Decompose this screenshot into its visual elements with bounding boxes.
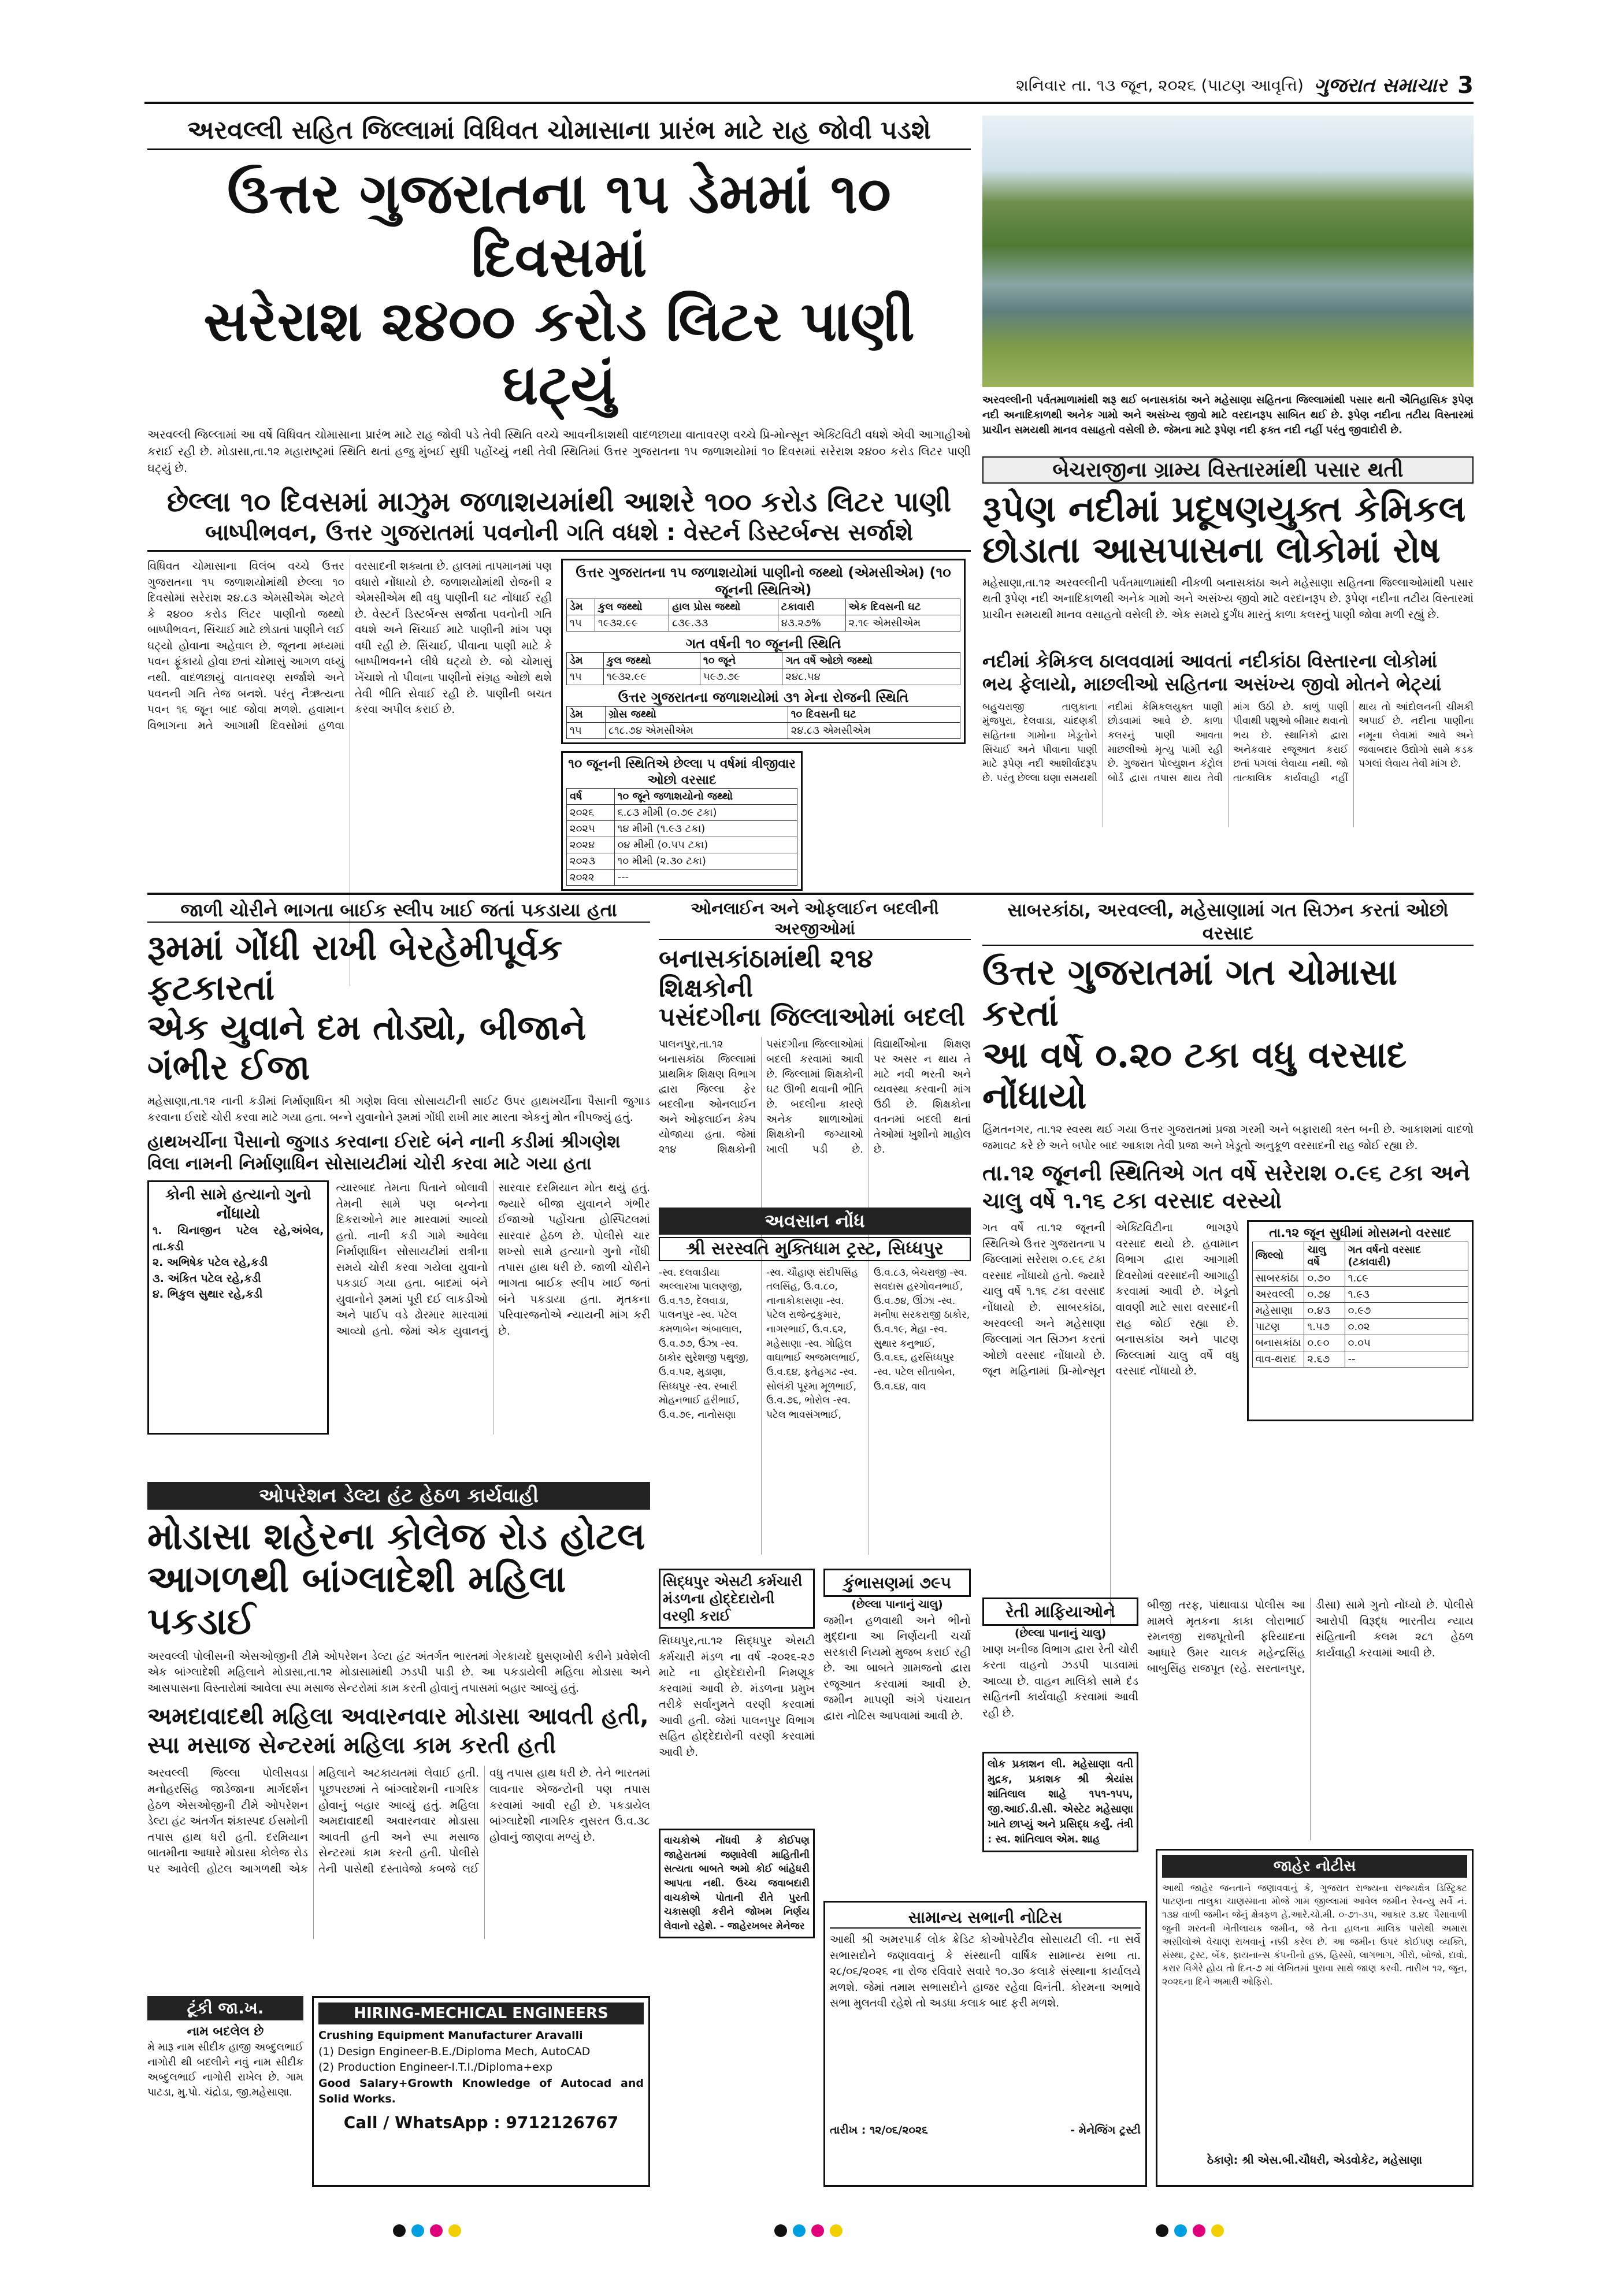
lead-headline-2: સરેરાશ ૨૪૦૦ કરોડ લિટર પાણી ઘટ્યું: [203, 288, 915, 418]
imprint: લોક પ્રકાશન લી. મહેસાણા વતી મુદ્રક, પ્રકાશક શ્રી શ્રેયાંસ શાંતિલાલ શાહે ૧૫૧-૧૫૫, જી.આઈ.ડી.સી. એસ્ટેટ મહેસાણા ખાતે છાપ્યું અને પ્રસિદ્ધ કર્યું. તંત્રી : સ્વ. શાંતિલાલ એમ. શાહ: [982, 1752, 1138, 1853]
modasa-body: અરવલ્લી જિલ્લા પોલીસવડા મનોહરસિંહ જાડેજાના માર્ગદર્શન હેઠળ એસઓજીની ટીમે ઓપરેશન ડેલ્ટા હંટ અંતર્ગત શંકાસ્પદ ઈસમોની તપાસ હાથ ધરી હતી. દરમિયાન બાતમીના આધારે મોડાસા કોલેજ રોડ પર આવેલી હોટલ આગળથી એક મહિલાને અટકાયતમાં લેવાઈ હતી. પૂછપરછમાં તે બાંગ્લાદેશની નાગરિક હોવાનું બહાર આવ્યું હતું. મહિલા અમદાવાદથી અવારનવાર મોડાસા આવતી હતી અને સ્પા મસાજ સેન્ટરમાં કામ કરતી હતી. પોલીસે તેની પાસેથી દસ્તાવેજો કબજે લઈ વધુ તપાસ હાથ ધરી છે. તેને ભારતમાં લાવનાર એજન્ટોની પણ તપાસ કરવામાં આવી રહી છે. પકડાયેલ બાંગ્લાદેશી નાગરિક નુસરત ઉ.વ.૩૮ હોવાનું જાણવા મળ્યું છે.: [147, 1767, 650, 1875]
river-photo-caption: અરવલ્લીની પર્વતમાળામાંથી શરૂ થઈ બનાસકાંઠા અને મહેસાણા સહિતના જિલ્લામાંથી પસાર થતી ઐતિહાસિક રૂપેણ નદી અનાદિકાળથી અનેક ગામો અને અસંખ્ય જીવો માટે વરદાનરૂપ સાબિત થઈ છે. રૂપેણ નદીના તટીય વિસ્તારમાં પ્રાચીન સમયથી માનવ વસાહતો વસેલી છે. જેમના માટે રૂપેણ નદી ફક્ત નદી નહીં પરંતુ જીવાદોરી છે.: [982, 394, 1474, 437]
table-cell: ૮૩૯.૩૩: [669, 615, 778, 631]
table-cell: ૨.૧૯ એમસીએમ: [845, 615, 960, 631]
rain-history-col-header: વર્ષ: [567, 789, 615, 805]
registration-dot: [830, 2224, 843, 2237]
dams-table-title-2: ગત વર્ષની ૧૦ જૂનની સ્થિતિ: [685, 636, 841, 652]
rain-col-header: ચાલુ વર્ષે: [1304, 1242, 1345, 1270]
dams-col-header: એક દિવસની ઘટ: [845, 599, 960, 615]
registration-dot: [393, 2224, 406, 2237]
dams-table-box: [561, 559, 966, 744]
dams-table-3: [566, 706, 960, 739]
sidhpur-body: સિધ્ધપુર,તા.૧૨ સિદ્ધપુર એસટી કર્મચારી મંડળ ના વર્ષ -૨૦૨૬-૨૭ માટે ના હોદ્દેદારોની નિમણૂક કરવામાં આવી છે. મંડળના પ્રમુખ તરીકે સર્વાનુમતે વરણી કરવામાં આવી હતી. જેમાં પાલનપુર વિભાગ સહિત હોદ્દેદારોની વરણી કરવામાં આવી છે.: [659, 1634, 815, 1759]
registration-dot: [1156, 2224, 1168, 2237]
short-news: [147, 1996, 303, 2187]
rain-col-header: જિલ્લો: [1252, 1242, 1304, 1270]
table-cell: ---: [614, 870, 797, 886]
dams-col-header: ડેમ: [567, 707, 606, 723]
registration-dot: [1211, 2224, 1224, 2237]
issue-date: શનિવાર તા. ૧૩ જૂન, ૨૦૨૬ (પાટણ આવૃત્તિ): [1016, 76, 1304, 95]
table-cell: ૦.૦૨: [1345, 1318, 1468, 1335]
murder-body: ત્યારબાદ તેમના પિતાને બોલાવી તેમની સામે પણ બન્નેના દિકરાઓને માર મારવામાં આવ્યો હતો. નાની કડી ગામે આવેલા નિર્માણાધિન સોસાયટીમાં રાત્રીના સમયે ચોરી કરવા ગયેલા યુવાનો પકડાઈ ગયા હતા. બાદમાં બંને યુવાનોને રૂમમાં પૂરી દઈ લાકડીઓ અને પાઈપ વડે ઢોરમાર મારવામાં આવ્યો હતો. જેમાં એક યુવાનનું સારવાર દરમિયાન મોત થયું હતું. જ્યારે બીજા યુવાનને ગંભીર ઈજાઓ પહોંચતા હોસ્પિટલમાં સારવાર હેઠળ છે. પોલીસે ચાર શખ્સો સામે હત્યાનો ગુનો નોંધી તપાસ હાથ ધરી છે. જાળી ચોરીને ભાગતા બાઈક સ્લીપ ખાઈ જતાં બંને પકડાયા હતા. મૃતકના પરિવારજનોએ ન્યાયની માંગ કરી છે.: [336, 1182, 650, 1338]
dams-col-header: ટકાવારી: [778, 599, 845, 615]
rain-headline-2: આ વર્ષે ૦.૨૦ ટકા વધુ વરસાદ નોંધાયો: [982, 1033, 1407, 1117]
rain-intro: હિંમતનગર, તા.૧૨ સ્વસ્થ થઈ ગયા ઉત્તર ગુજરાતમાં પ્રજા ગરમી અને બફારાથી ત્રસ્ત બની છે. આકાશમાં વાદળો જમાવટ કરે છે અને બપોર બાદ આકાશ તેવી પ્રજા અને ખેડૂતો અનુકૂળ વરસાદની રાહ જોઈ રહ્યા છે.: [982, 1123, 1474, 1152]
murder-headline-1: રૂમમાં ગોંધી રાખી બેરહેમીપૂર્વક ફટકારતાં: [147, 928, 563, 1008]
registration-marks-center: [774, 2224, 843, 2237]
rain-kicker: સાબરકાંઠા, અરવલ્લી, મહેસાણામાં ગત સિઝન કરતાં ઓછો વરસાદ: [982, 898, 1474, 946]
modasa-kicker: ઓપરેશન ડેલ્ટા હંટ હેઠળ કાર્યવાહી: [147, 1482, 650, 1510]
table-cell: ૧.૯૩: [1345, 1286, 1468, 1302]
hiring-line: Good Salary+Growth Knowledge of Autocad and Solid Works.: [318, 2076, 644, 2106]
public-notice-body: આથી જાહેર જનતાને જણાવવાનું કે, ગુજરાત રાજ્યના રાજ્યક્ષેત્ર ડિસ્ટ્રિક્ટ પાટણના તાલુકા ચાણસ્માના મોજે ગામ જીલ્લામાં આવેલ જમીન રેવન્યુ સર્વે નં. ૧૩૪ વાળી જમીન જેનું ક્ષેત્રફળ હે.આરે.ચો.મી. ૦-૭૧-૩૫, આકાર ૩.૪૯ પૈસાવાળી જુની શરતની ખેતીલાયક જમીન, જે તેના હાલના માલિક પાસેથી અમારા અસીલોએ વેચાણ રાખવાનું નક્કી કરેલ છે. આ જમીન ઉપર કોઈપણ વ્યક્તિ, સંસ્થા, ટ્રસ્ટ, બેંક, ફાયનાન્સ કંપનીનો હક્ક, હિસ્સો, લાગભાગ, ગીરો, બોજો, દાવો, કરાર વિગેરે હોય તો દિન-૭ માં લેખિતમાં પુરાવા સાથે જાણ કરવી. તારીખ ૧૨, જૂન, ૨૦૨૬ના દિને અમારી ઓફિસે.: [1162, 1882, 1467, 1987]
table-cell: ૦.૦૫: [1345, 1335, 1468, 1351]
rain-story: [982, 898, 1474, 1592]
rupen-headline-2: છોડાતા આસપાસના લોકોમાં રોષ: [982, 529, 1441, 571]
dams-col-header: હાલ પ્રોસ જથ્થો: [669, 599, 778, 615]
rain-subhead: તા.૧૨ જૂનની સ્થિતિએ ગત વર્ષે સરેરાશ ૦.૯૬ ટકા અને ચાલુ વર્ષે ૧.૧૬ ટકા વરસાદ વરસ્યો: [982, 1160, 1470, 1213]
kumbhasan-headline: કુંભાસણમાં ૭૯૫: [823, 1569, 971, 1597]
lead-story: [147, 116, 971, 884]
kumbhasan-subhead: (છેલ્લા પાનાનું ચાલુ): [851, 1598, 943, 1611]
table-cell: ૧૦ મીમી (૨.૩૦ ટકા): [614, 853, 797, 870]
registration-dot: [774, 2224, 787, 2237]
murder-intro: મહેસાણા,તા.૧૨ નાની કડીમાં નિર્માણાધિન શ્રી ગણેશ વિલા સોસાયટીની સાઈટ ઉપર હાથખર્ચીના પૈસાની જુગાડ કરવાના ઈરાદે ચોરી કરવા માટે ગયા હતા. બન્ને યુવાનોને રૂમમાં ગોંધી રાખી માર મારતા એકનું મોત નીપજ્યું હતું.: [147, 1095, 650, 1124]
table-cell: ૦.૭૦: [1304, 1270, 1345, 1286]
table-row: [567, 837, 797, 853]
hiring-company: Crushing Equipment Manufacturer Aravalli: [318, 2029, 583, 2042]
modasa-intro: અરવલ્લી પોલીસની એસઓજીની ટીમે ઓપરેશન ડેલ્ટા હંટ અંતર્ગત ભારતમાં ગેરકાયદે ઘુસણખોરી કરીને પ્રવેશેલી એક બાંગ્લાદેશી મહિલાને મોડાસા,તા.૧૨ મોડાસામાંથી ઝડપી પાડી છે. આ પકડાયેલી મહિલા મોડાસા અને આસપાસના વિસ્તારોમાં આવેલા સ્પા મસાજ સેન્ટરોમાં કામ કરતી હોવાનું તપાસમાં બહાર આવ્યું હતું.: [147, 1649, 650, 1695]
dams-col-header: ગત વર્ષે ઓછો જથ્થો: [782, 653, 960, 669]
table-cell: --: [1345, 1351, 1468, 1367]
murder-kicker: જાળી ચોરીને ભાગતા બાઈક સ્લીપ ખાઈ જતાં પકડાયા હતા: [147, 898, 650, 923]
hiring-ad: [312, 1996, 650, 2187]
teachers-body: પાલનપુર,તા.૧૨ બનાસકાંઠા જિલ્લામાં પ્રાથમિક શિક્ષણ વિભાગ દ્વારા જિલ્લા ફેર બદલીના ઓનલાઈન અને ઓફલાઈન કેમ્પ યોજાયા હતા. જેમાં ૨૧૪ શિક્ષકોની પસંદગીના જિલ્લાઓમાં બદલી કરવામાં આવી છે. જિલ્લામાં શિક્ષકોની ઘટ ઊભી થવાની ભીતિ છે. બદલીના કારણે અનેક શાળાઓમાં શિક્ષકોની જગ્યાઓ ખાલી પડી છે. વિદ્યાર્થીઓના શિક્ષણ પર અસર ન થાય તે માટે નવી ભરતી અને વ્યવસ્થા કરવાની માંગ ઉઠી છે. શિક્ષકોના વતનમાં બદલી થતાં તેઓમાં ખુશીનો માહોલ છે.: [659, 1038, 971, 1156]
table-cell: ૨૦૨૪: [567, 837, 615, 853]
lead-subhead-2: બાષ્પીભવન, ઉત્તર ગુજરાતમાં પવનોની ગતિ વધશે : વેસ્ટર્ન ડિસ્ટર્બન્સ સર્જાશે: [147, 519, 971, 552]
table-row: [567, 870, 797, 886]
registration-dot: [448, 2224, 461, 2237]
lead-intro: અરવલ્લી જિલ્લામાં આ વર્ષે વિધિવત ચોમાસાના પ્રારંભ માટે રાહ જોવી પડે તેવી સ્થિતિ વચ્ચે આવનીકાશથી વાદળછાયા વાતાવરણ વચ્ચે પ્રિ-મોન્સૂન એક્ટિવિટી વધશે એવી આગાહીઓ કરાઈ રહી છે. મોડાસા,તા.૧૨ મહારાષ્ટ્રમાં સ્થિતિ થતાં હજુ મુંબઈ સુધી પહોંચ્યું નથી તેવી સ્થિતિમાં ઉત્તર ગુજરાતના ૧૫ જળાશયોમાં ૧૦ દિવસમાં સરેરાશ ૨૪૦૦ કરોડ લિટર પાણી ઘટ્યું છે.: [147, 427, 971, 475]
registration-dot: [411, 2224, 424, 2237]
lead-body: વિધિવત ચોમાસાના વિલંબ વચ્ચે ઉત્તર ગુજરાતના ૧૫ જળાશયોમાંથી છેલ્લા ૧૦ દિવસોમાં સરેરાશ ૨૪.૮૩ એમસીએમ એટલે કે ૨૪૦૦ કરોડ લિટર પાણીનો જથ્થો બાષ્પીભવન, સિંચાઈ માટે છોડાતાં પાણીને લઈ ઘટ્યો હોવાના અહેવાલ છે. જૂનના મધ્યમાં પવન ફૂંકાયો હોવા છતાં ચોમાસું આગળ વધ્યું નથી. વાદળછાયું વાતાવરણ સર્જાશે અને પવનની ગતિ તેજ બનશે. પરંતુ નૈઋત્યના પવન ૧૬ જૂન બાદ જોવા મળશે. હવામાન વિભાગના મતે આગામી દિવસોમાં હળવા વરસાદની શક્યતા છે. હાલમાં તાપમાનમાં પણ વધારો નોંધાયો છે. જળાશયોમાંથી રોજની ૨ એમસીએમ થી વધુ પાણીની ઘટ નોંધાઈ રહી છે. વેસ્ટર્ન ડિસ્ટર્બન્સ સર્જાતા પવનોની ગતિ વધશે અને સિંચાઈ માટે પાણીની માંગ પણ વધી રહી છે. સિંચાઈ, પીવાના પાણી માટે કે બાષ્પીભવનને લીધે ઘટ્યો છે. જો ચોમાસું ખેંચાશે તો પીવાના પાણીનો સંગ્રહ ઓછો થશે તેવી ભીતિ સેવાઈ રહી છે. પાણીની બચત કરવા અપીલ કરાઈ છે.: [147, 560, 552, 732]
table-cell: મહેસાણા: [1252, 1302, 1304, 1318]
hiring-title: HIRING-MECHICAL ENGINEERS: [318, 2003, 644, 2024]
dams-table-title-3: ઉત્તર ગુજરાતના જળાશયોમાં ૩૧ મેના રોજની સ્થિતિ: [618, 689, 909, 706]
ad-disclaimer: વાચકોએ નોંધવી કે કોઈપણ જાહેરાતમાં જણાવેલી માહિતીની સત્યતા બાબતે અમો કોઈ બાંહેધરી આપતા નથી. ઉચ્ચ જવાબદારી વાચકોએ પોતાની રીતે પુરતી ચકાસણી કરીને જોખમ નિર્ણય લેવાનો રહેશે. - જાહેરખબર મેનેજર: [659, 1829, 815, 1938]
murder-subhead: હાથખર્ચીના પૈસાનો જુગાડ કરવાના ઈરાદે બંને નાની કડીમાં શ્રીગણેશ વિલા નામની નિર્માણાધિન સોસાયટીમાં ચોરી કરવા માટે ગયા હતા: [147, 1132, 621, 1174]
table-cell: ૨૦૨૩: [567, 853, 615, 870]
table-row: [567, 805, 797, 821]
table-cell: ૨૦૨૨: [567, 870, 615, 886]
table-cell: ૧.૫૭: [1304, 1318, 1345, 1335]
registration-marks-left: [393, 2224, 461, 2237]
registration-marks-right: [1156, 2224, 1224, 2237]
table-row: [567, 853, 797, 870]
obituary-body: -સ્વ. દલવાડીયા અલ્લારખા પાલણજી, ઉ.વ.૧૭, દેલવાડા, પાલનપુર -સ્વ. પટેલ કમળાબેન અંબાલાલ, ઉ.વ.૭૭, ઉંઝા -સ્વ. ઠાકોર સુરેશજી પથુજી, ઉ.વ.૫૨, મુડાણા, સિધ્ધપુર -સ્વ. રબારી મોહનભાઈ હરીભાઈ, ઉ.વ.૭૯, નાનોસણા -સ્વ. ચૌહાણ સંદીપસિંહ તલસિંહ, ઉ.વ.૮૦, નાનાકોકાસણા -સ્વ. પટેલ રાજેન્દ્રકુમાર, નાગરભાઈ, ઉ.વ.૬૨, મહેસાણા -સ્વ. ગોહિલ વાઘાભાઈ અજમલભાઈ, ઉ.વ.૬૪, ફતેહગઢ -સ્વ. સોલંકી પૂરમા મૂળભાઈ, ઉ.વ.૭૬, ભોરોલ -સ્વ. પટેલ ભાવસંગભાઈ, ઉ.વ.૮૩, બેચરાજી -સ્વ. સવદાસ હરગોવનભાઈ, ઉ.વ.૭૪, ઊંઝા -સ્વ. મનીષા સરકરાજી ઠાકોર, ઉ.વ.૧૯, મેહા -સ્વ. સુથાર કનુભાઈ, ઉ.વ.૬૬, હરસિધ્ધપુર -સ્વ. પટેલ સીતાબેન, ઉ.વ.૬૪, વાવ: [659, 1266, 970, 1421]
lead-subhead-1: છેલ્લા ૧૦ દિવસમાં માઝુમ જળાશયમાંથી આશરે ૧૦૦ કરોડ લિટર પાણી: [166, 485, 952, 518]
bijee-story: બીજી તરફ, પાંથાવાડા પોલીસ આ મામલે મૃતકના કાકા લોરાભાઈ રમનજી રાજપૂતોની ફરિયાદના આધારે ઉમર ચાલક મહેન્દ્રસિંહ બાબુસિંહ રાજપૂત (રહે. સરતાનપુર, ડીસા) સામે ગુનો નોંધ્યો છે. પોલીસે આરોપી વિરૂદ્ધ ભારતીય ન્યાય સંહિતાની કલમ ૨૮૧ હેઠળ કાર્યવાહી કરવામાં આવી છે.: [1147, 1599, 1474, 1675]
table-row: [1252, 1286, 1468, 1302]
kumbhasan-body: જમીન હળવાથી અને ભીનો મુદ્દાના આ નિર્ણયની ચર્ચા સરકારી નિયમો મુજબ કરાઈ રહી છે. આ બાબતે ગ્રામજનો દ્વારા રજૂઆત કરવામાં આવી છે. જમીન માપણી અંગે પંચાયત દ્વારા નોટિસ આપવામાં આવી છે.: [823, 1614, 971, 1722]
table-cell: ૧૯૩૨.૯૯: [595, 615, 669, 631]
registration-dot: [430, 2224, 443, 2237]
general-meeting-sign: - મેનેજિંગ ટ્રસ્ટી: [1070, 2124, 1141, 2137]
registration-dot: [1193, 2224, 1205, 2237]
rain-headline-1: ઉત્તર ગુજરાતમાં ગત ચોમાસા કરતાં: [982, 951, 1398, 1035]
accused-item: ૩. અંકિત પટેલ રહે,કડી: [153, 1272, 261, 1285]
registration-dot: [1174, 2224, 1187, 2237]
table-cell: ૫૯૭.૭૯: [700, 669, 782, 685]
sidhpur-headline: સિદ્ધપુર એસટી કર્મચારી મંડળના હોદ્દેદારોની વરણી કરાઈ: [659, 1569, 815, 1629]
obituary-title: શ્રી સરસ્વતિ મુક્તિધામ ટ્રસ્ટ, સિધ્ધપુર: [659, 1237, 971, 1261]
rain-history-col-header: ૧૦ જૂને જળાશયોનો જથ્થો: [614, 789, 797, 805]
table-cell: ૧૯૩૨.૯૯: [603, 669, 700, 685]
page-number: 3: [1457, 72, 1474, 99]
table-row: [1252, 1318, 1468, 1335]
table-cell: ૨.૬૭: [1304, 1351, 1345, 1367]
registration-dot: [811, 2224, 824, 2237]
dams-col-header: ગ્રોસ જથ્થો: [606, 707, 788, 723]
accused-box: [147, 1180, 329, 1435]
table-cell: પાટણ: [1252, 1318, 1304, 1335]
sand-body: ખાણ ખનીજ વિભાગ દ્વારા રેતી ચોરી કરતા વાહનો ઝડપી પાડવામાં આવ્યા છે. વાહન માલિકો સામે દંડ સહિતની કાર્યવાહી કરવામાં આવી રહી છે.: [982, 1643, 1138, 1719]
short-news-kicker: ટૂંકી જા.ખ.: [147, 1996, 303, 2020]
accused-item: ૨. અભિષેક પટેલ રહે,કડી: [153, 1256, 268, 1269]
dams-table-title: ઉત્તર ગુજરાતના ૧૫ જળાશયોમાં પાણીનો જથ્થો (એમસીએમ) (૧૦ જૂનની સ્થિતિએ): [576, 564, 951, 599]
sidhpur-story: [659, 1569, 815, 2187]
teachers-headline-1: બનાસકાંઠામાંથી ૨૧૪ શિક્ષકોની: [659, 944, 873, 1003]
rupen-subhead: નદીમાં કેમિકલ ઠાલવવામાં આવતાં નદીકાંઠા વિસ્તારના લોકોમાં ભય ફેલાયો, માછલીઓ સહિતના અસંખ્ય જીવો મોતને ભેટ્યાં: [982, 649, 1442, 695]
teachers-headline-2: પસંદગીના જિલ્લાઓમાં બદલી: [659, 1002, 965, 1032]
dams-table-2: [566, 652, 960, 685]
dams-col-header: ડેમ: [567, 599, 595, 615]
dams-col-header: ડેમ: [567, 653, 604, 669]
table-cell: ૧૫: [567, 669, 604, 685]
rupen-intro: મહેસાણા,તા.૧૨ અરવલ્લીની પર્વતમાળામાંથી નીકળી બનાસકાંઠા અને મહેસાણા સહિતના જિલ્લાઓમાંથી પસાર થતી રૂપેણ નદી અનાદિકાળથી અનેક ગામો અને અસંખ્ય જીવો માટે વરદાનરૂપ છે. રૂપેણ નદીના તટીય વિસ્તારમાં પ્રાચીન સમયથી માનવ વસાહતો વસેલી છે. એક સમયે દુર્ગંધ મારતું કાળા કલરનું પાણી જોવા મળી રહ્યું છે.: [982, 576, 1474, 621]
rupen-headline-1: રૂપેણ નદીમાં પ્રદૂષણયુક્ત કેમિકલ: [982, 488, 1466, 530]
sand-story: [982, 1597, 1138, 1898]
table-cell: ૬.૮૩ મીમી (૦.૭૯ ટકા): [614, 805, 797, 821]
general-meeting-date: તારીખ : ૧૨/૦૬/૨૦૨૬: [830, 2124, 928, 2137]
masthead: ગુજરાત સમાચાર: [1313, 74, 1448, 97]
table-cell: ૧૫: [567, 723, 606, 739]
accused-box-title: કોની સામે હત્યાનો ગુનો નોંધાયો: [165, 1186, 311, 1223]
table-cell: ૨૪.૮૩ એમસીએમ: [788, 723, 960, 739]
table-cell: ૦.૯૦: [1304, 1335, 1345, 1351]
divider: [147, 893, 1474, 895]
rain-col-header: ગત વર્ષનો વરસાદ (ટકાવારી): [1345, 1242, 1468, 1270]
table-row: [1252, 1302, 1468, 1318]
rupen-kicker: બેચરાજીના ગ્રામ્ય વિસ્તારમાંથી પસાર થતી: [982, 456, 1474, 484]
rain-history-box: [561, 751, 803, 891]
page-header: [144, 69, 1474, 104]
murder-headline-2: એક યુવાને દમ તોડ્યો, બીજાને ગંભીર ઈજા: [147, 1008, 587, 1088]
teachers-kicker: ઓનલાઈન અને ઓફલાઈન બદલીની અરજીઓમાં: [659, 898, 971, 940]
general-meeting-title: સામાન્ય સભાની નોટિસ: [830, 1907, 1141, 1929]
short-news-body: મે મારૂ નામ સીદીક હાજી અબ્દુલભાઈ નાગોરી થી બદલીને નવું નામ સીદીક અબ્દુલભાઈ નાગોરી રાખેલ છે. ગામ પાટડા, મુ.પો. ચંદ્રોડા, જી.મહેસાણા.: [147, 2041, 303, 2098]
murder-story: [147, 898, 650, 1476]
table-row: [567, 821, 797, 837]
sand-subhead: (છેલ્લા પાનાનું ચાલુ): [1014, 1627, 1107, 1640]
dams-col-header: ૧૦ જૂને: [700, 653, 782, 669]
rain-table-box: [1247, 1220, 1474, 1421]
table-row: [567, 669, 960, 685]
table-cell: સાબરકાંઠા: [1252, 1270, 1304, 1286]
teachers-story: [659, 898, 971, 1257]
rain-table-title: તા.૧૨ જૂન સુધીમાં મોસમનો વરસાદ: [1269, 1226, 1452, 1241]
dams-table: [566, 599, 960, 631]
short-news-title: નામ બદલેલ છે: [187, 2024, 264, 2039]
public-notice-title: જાહેર નોટીસ: [1162, 1855, 1467, 1878]
table-cell: ૨૪૮.૫૪: [782, 669, 960, 685]
hiring-contact: Call / WhatsApp : 9712126767: [343, 2112, 619, 2132]
table-cell: ૦૪ મીમી (૦.૫૫ ટકા): [614, 837, 797, 853]
public-notice-footer: ઠેકાણે: શ્રી એસ.બી.ચૌધરી, એડવોકેટ, મહેસાણા: [1207, 2154, 1423, 2167]
table-cell: ૦.૪૩: [1304, 1302, 1345, 1318]
table-cell: ૨૦૨૫: [567, 821, 615, 837]
table-cell: ૧૫: [567, 615, 595, 631]
table-cell: અરવલ્લી: [1252, 1286, 1304, 1302]
rain-history-title: ૧૦ જૂનની સ્થિતિએ છેલ્લા ૫ વર્ષમાં ત્રીજીવાર ઓછો વરસાદ: [568, 757, 796, 787]
table-row: [1252, 1270, 1468, 1286]
modasa-story: [147, 1482, 650, 1990]
table-cell: ૮૧૮.૭૪ એમસીએમ: [606, 723, 788, 739]
accused-item: ૧. ચિનાજીન પટેલ રહે,અંબેલ, તા.કડી: [153, 1224, 324, 1253]
hiring-line: (1) Design Engineer-B.E./Diploma Mech, AutoCAD: [318, 2045, 591, 2058]
table-cell: ૦.૭૪: [1304, 1286, 1345, 1302]
accused-item: ૪. ભિકુલ સુથાર રહે,કડી: [153, 1288, 263, 1301]
table-cell: ૦.૯૭: [1345, 1302, 1468, 1318]
table-cell: ૧.૮૯: [1345, 1270, 1468, 1286]
hiring-line: (2) Production Engineer-I.T.I./Diploma+exp: [318, 2061, 553, 2074]
dams-col-header: કુલ જથ્થો: [603, 653, 700, 669]
kumbhasan-story: [823, 1569, 971, 1892]
sand-headline: રેતી માફિયાઓને: [982, 1597, 1138, 1626]
rupen-story: [982, 456, 1474, 884]
table-cell: વાવ-થરાદ: [1252, 1351, 1304, 1367]
table-row: [1252, 1351, 1468, 1367]
general-meeting-notice: [823, 1901, 1147, 2187]
table-cell: બનાસકાંઠા: [1252, 1335, 1304, 1351]
table-cell: ૪૩.૨૭%: [778, 615, 845, 631]
lead-headline-1: ઉત્તર ગુજરાતના ૧૫ ડેમમાં ૧૦ દિવસમાં: [227, 161, 891, 290]
table-row: [567, 615, 960, 631]
general-meeting-body: આથી શ્રી અમરપાર્ક લોક ક્રેડિટ કોઓપરેટીવ સોસાયટી લી. ના સર્વે સભાસદોને જણાવવાનું કે સંસ્થાની વાર્ષિક સામાન્ય સભા તા. ૨૮/૦૬/૨૦૨૬ ના રોજ રવિવારે સવારે ૧૦.૩૦ કલાકે સંસ્થાના કાર્યાલયે મળશે. જેમાં તમામ સભાસદોને હાજર રહેવા વિનંતી. કોરમના અભાવે સભા મુલતવી રહેશે તો અડધા કલાક બાદ ફરી મળશે.: [830, 1933, 1141, 2010]
river-photo: [982, 116, 1474, 387]
rain-history-table: [566, 788, 797, 886]
modasa-headline-1: મોડાસા શહેરના કોલેજ રોડ હોટલ: [147, 1515, 645, 1558]
obituary-kicker: અવસાન નોંધ: [659, 1208, 971, 1235]
public-notice: [1156, 1849, 1474, 2187]
table-cell: ૨૦૨૬: [567, 805, 615, 821]
dams-col-header: કુલ જથ્થો: [595, 599, 669, 615]
table-row: [567, 723, 960, 739]
rain-body: ગત વર્ષે તા.૧૨ જૂનની સ્થિતિએ ઉત્તર ગુજરાતના પ જિલ્લામાં સરેરાશ ૦.૯૬ ટકા વરસાદ નોંધાયો હતો. જ્યારે ચાલુ વર્ષે ૧.૧૬ ટકા વરસાદ નોંધાયો છે. સાબરકાંઠા, અરવલ્લી અને મહેસાણા જિલ્લામાં ગત સિઝન કરતાં ઓછો વરસાદ નોંધાયો છે. જૂન મહિનામાં પ્રિ-મોન્સૂન એક્ટિવિટીના ભાગરૂપે વરસાદ થયો છે. હવામાન વિભાગ દ્વારા આગામી દિવસોમાં વરસાદની આગાહી કરવામાં આવી છે. ખેડૂતો વાવણી માટે સારા વરસાદની રાહ જોઈ રહ્યા છે. બનાસકાંઠા અને પાટણ જિલ્લામાં ચાલુ વર્ષે વધુ વરસાદ નોંધાયો છે.: [982, 1221, 1239, 1378]
modasa-headline-2: આગળથી બાંગ્લાદેશી મહિલા પકડાઈ: [147, 1557, 566, 1644]
registration-dot: [793, 2224, 806, 2237]
modasa-subhead: અમદાવાદથી મહિલા અવારનવાર મોડાસા આવતી હતી, સ્પા મસાજ સેન્ટરમાં મહિલા કામ કરતી હતી: [147, 1703, 649, 1759]
obituary: [659, 1208, 971, 1560]
rupen-body: બહુચરાજી તાલુકાના મુંજપુરા, દેલવાડા, ચાંદણકી સહિતના ગામોના ખેડૂતોને સિંચાઈ અને પીવાના પાણી માટે રૂપેણ નદી આશીર્વાદરૂપ છે. પરંતુ છેલ્લા ઘણા સમયથી નદીમાં કેમિકલયુક્ત પાણી છોડવામાં આવે છે. કાળા કલરનું પાણી આવતા માછલીઓ મૃત્યુ પામી રહી છે. ગુજરાત પોલ્યુશન કંટ્રોલ બોર્ડ દ્વારા તપાસ થાય તેવી માંગ ઉઠી છે. કાળું પાણી પીવાથી પશુઓ બીમાર થવાનો ભય છે. સ્થાનિકો દ્વારા અનેકવાર રજૂઆત કરાઈ છતાં પગલાં લેવાયા નથી. જો તાત્કાલિક કાર્યવાહી નહીં થાય તો આંદોલનની ચીમકી અપાઈ છે. નદીના પાણીના નમૂના લેવામાં આવે અને જવાબદાર ઉદ્યોગો સામે કડક પગલાં લેવાય તેવી માંગ છે.: [982, 701, 1474, 784]
table-cell: ૧૪ મીમી (૧.૯૩ ટકા): [614, 821, 797, 837]
lead-kicker: અરવલ્લી સહિત જિલ્લામાં વિધિવત ચોમાસાના પ્રારંભ માટે રાહ જોવી પડશે: [147, 116, 971, 150]
rain-table: [1252, 1242, 1469, 1368]
dams-col-header: ૧૦ દિવસની ઘટ: [788, 707, 960, 723]
table-row: [1252, 1335, 1468, 1351]
